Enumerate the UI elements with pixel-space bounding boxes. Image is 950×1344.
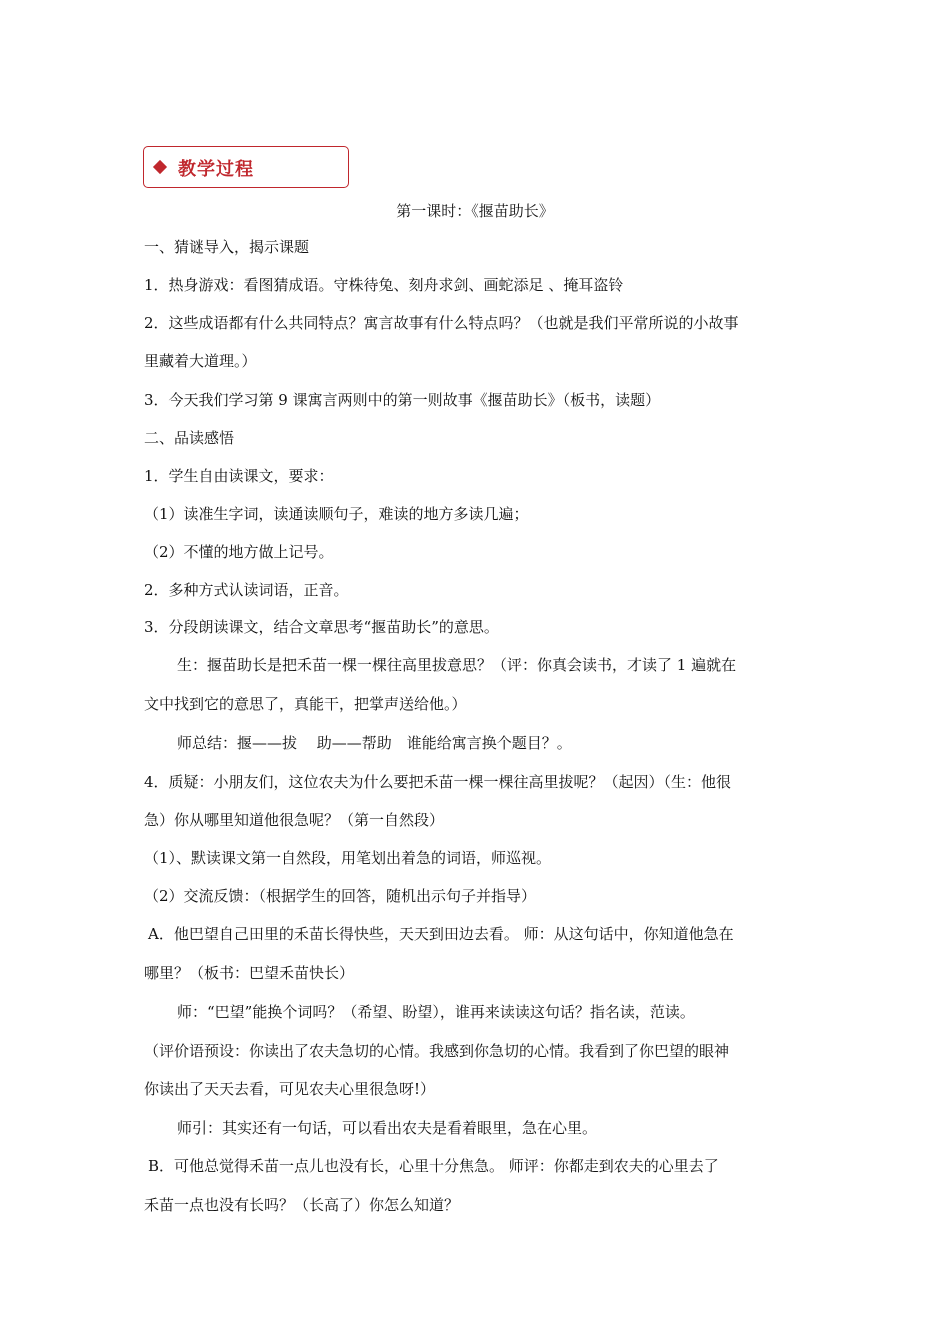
section-header-box [143, 146, 349, 188]
paragraph-line: 急）你从哪里知道他很急呢？（第一自然段） [144, 811, 445, 829]
paragraph-line: （1）、默读课文第一自然段，用笔划出着急的词语，师巡视。 [144, 849, 552, 867]
paragraph-line: 师总结：揠——拔 助——帮助 谁能给寓言换个题目？。 [177, 734, 572, 752]
lesson-title: 第一课时：《揠苗助长》 [396, 202, 554, 220]
paragraph-line: 2．多种方式认读词语，正音。 [144, 581, 349, 599]
paragraph-line: 2．这些成语都有什么共同特点？寓言故事有什么特点吗？（也就是我们平常所说的小故事 [144, 314, 739, 332]
paragraph-line: A．他巴望自己田里的禾苗长得快些，天天到田边去看。 师：从这句话中，你知道他急在 [148, 925, 734, 943]
paragraph-line: 3．分段朗读课文，结合文章思考“揠苗助长”的意思。 [144, 618, 499, 636]
paragraph-line: 生：揠苗助长是把禾苗一棵一棵往高里拔意思？（评：你真会读书，才读了 1 遍就在 [177, 656, 737, 674]
paragraph-line: 里藏着大道理。） [144, 352, 257, 370]
paragraph-line: 你读出了天天去看，可见农夫心里很急呀!） [144, 1080, 436, 1098]
paragraph-line: 文中找到它的意思了，真能干，把掌声送给他。） [144, 695, 467, 713]
paragraph-line: 师引：其实还有一句话，可以看出农夫是看着眼里，急在心里。 [177, 1119, 598, 1137]
paragraph-line: 禾苗一点也没有长吗？（长高了）你怎么知道？ [144, 1196, 460, 1214]
paragraph-line: （2）交流反馈：（根据学生的回答，随机出示句子并指导） [144, 887, 537, 905]
paragraph-line: 师：“巴望”能换个词吗？（希望、盼望），谁再来读读这句话？指名读，范读。 [177, 1003, 695, 1021]
paragraph-line: （评价语预设：你读出了农夫急切的心情。我感到你急切的心情。我看到了你巴望的眼神 [144, 1042, 730, 1060]
heading-2: 二、品读感悟 [144, 429, 235, 447]
paragraph-line: 哪里？（板书：巴望禾苗快长） [144, 964, 355, 982]
section-title: 教学过程 [178, 159, 254, 180]
paragraph-line: （1）读准生字词，读通读顺句子，难读的地方多读几遍； [144, 505, 529, 523]
paragraph-line: 4．质疑：小朋友们，这位农夫为什么要把禾苗一棵一棵往高里拔呢？（起因）（生：他很 [144, 773, 732, 791]
paragraph-line: 1．学生自由读课文，要求： [144, 467, 334, 485]
diamond-bullet-icon [153, 160, 167, 174]
paragraph-line: 3．今天我们学习第 9 课寓言两则中的第一则故事《揠苗助长》（板书，读题） [144, 391, 661, 409]
heading-1: 一、猜谜导入，揭示课题 [144, 238, 310, 256]
paragraph-line: 1．热身游戏：看图猜成语。守株待兔、刻舟求剑、画蛇添足 、掩耳盗铃 [144, 276, 624, 294]
paragraph-line: B．可他总觉得禾苗一点儿也没有长，心里十分焦急。 师评：你都走到农夫的心里去了 [148, 1157, 719, 1175]
paragraph-line: （2）不懂的地方做上记号。 [144, 543, 334, 561]
